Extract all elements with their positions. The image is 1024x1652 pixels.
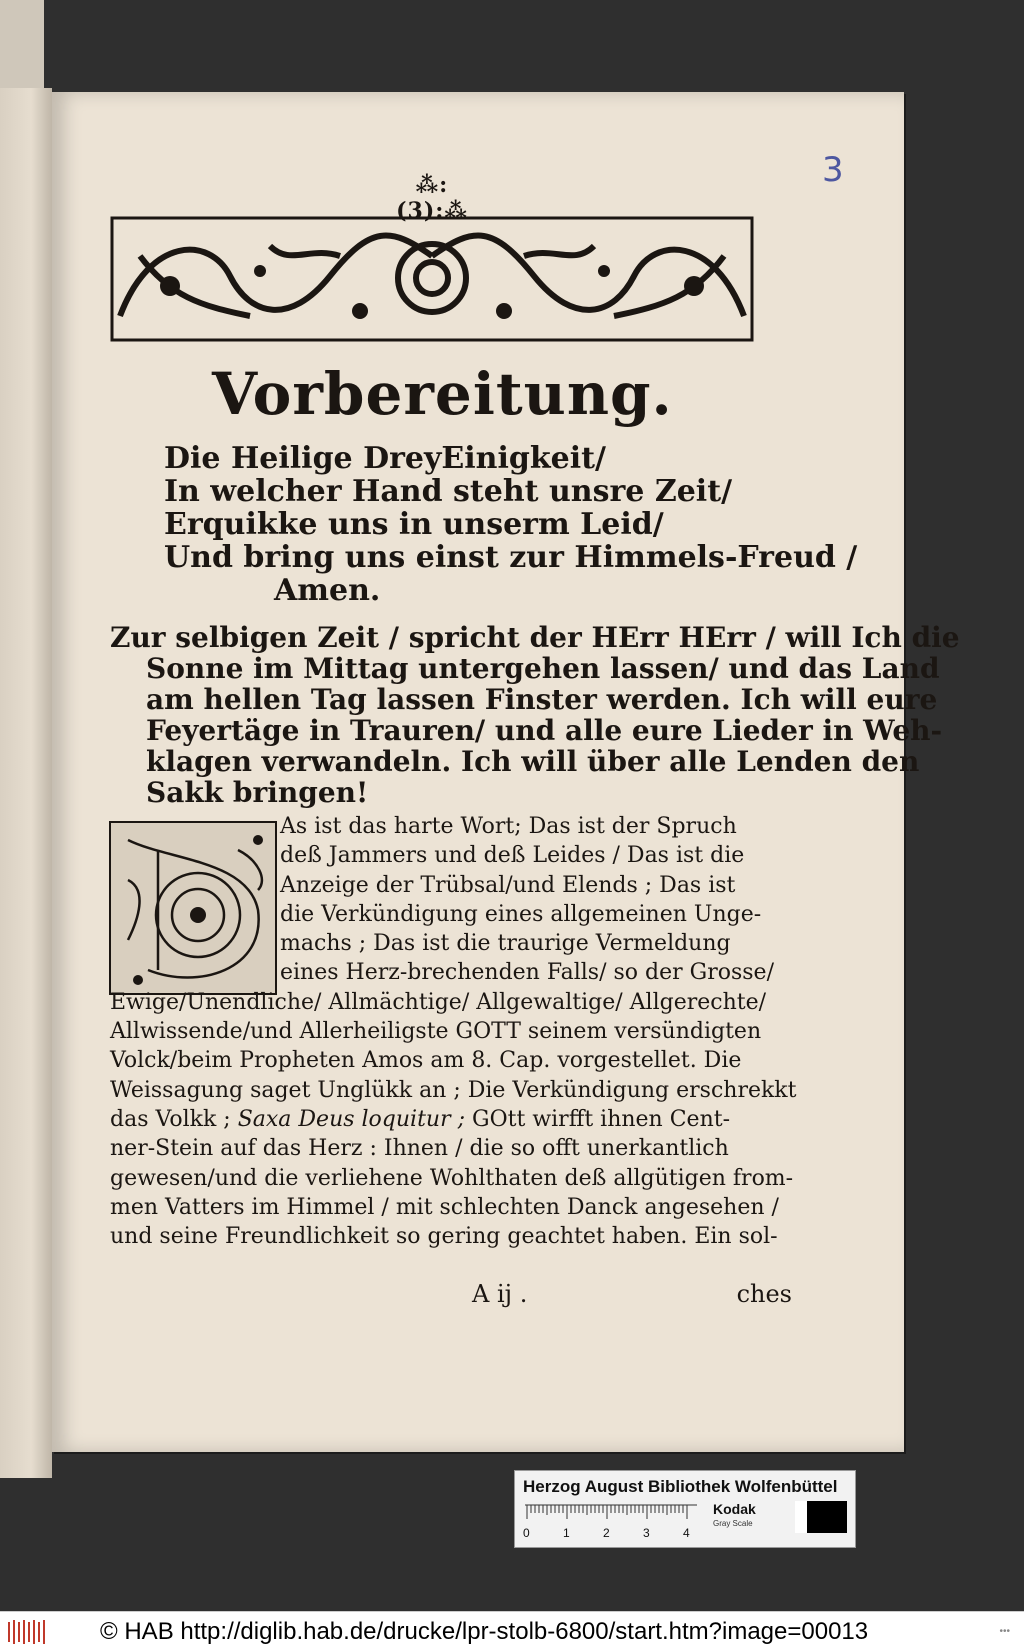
- handwritten-page-number: 3: [822, 150, 844, 190]
- ruler-tick-label: 4: [683, 1526, 690, 1540]
- text-line: ner-Stein auf das Herz : Ihnen / die so offt unerkantlich: [110, 1136, 729, 1162]
- text-line: Ewige/Unendliche/ Allmächtige/ Allgewaltige/ Allgerechte/: [110, 989, 767, 1015]
- scripture-line: Feyertäge in Trauren/ und alle eure Lieder in Weh-: [146, 714, 943, 747]
- ruler-tick-label: 3: [643, 1526, 650, 1540]
- signature-mark: A ij .: [472, 1280, 528, 1308]
- text-line: eines Herz-brechenden Falls/ so der Grosse/: [280, 960, 774, 986]
- text-fragment: das Volkk ;: [110, 1106, 231, 1132]
- latin-quote: Saxa Deus loquitur ;: [237, 1106, 466, 1132]
- viewer-footer: [0, 1611, 1024, 1652]
- running-head: ⁂:(3):⁂: [396, 172, 468, 224]
- invocation-verse: [164, 441, 858, 608]
- left-page-edge: [0, 0, 44, 92]
- catchword: ches: [736, 1280, 792, 1308]
- scripture-line: am hellen Tag lassen Finster werden. Ich will eure: [146, 683, 938, 716]
- text-line: Anzeige der Trübsal/und Elends ; Das ist: [280, 872, 736, 898]
- color-calibration-bar: [514, 1470, 856, 1548]
- scripture-line: klagen verwandeln. Ich will über alle Lenden den: [146, 745, 920, 778]
- text-line: Volck/beim Propheten Amos am 8. Cap. vorgestellet. Die: [110, 1048, 742, 1074]
- facing-page: [0, 88, 52, 1478]
- hab-logo-icon: [6, 1618, 46, 1646]
- text-line: Weissagung saget Unglükk an ; Die Verkündigung erschrekkt: [110, 1077, 797, 1103]
- library-name: Herzog August Bibliothek Wolfenbüttel: [523, 1477, 838, 1496]
- scripture-line: Sakk bringen!: [146, 776, 369, 809]
- kodak-brand: Kodak: [713, 1501, 756, 1517]
- image-source-credit[interactable]: © HAB http://diglib.hab.de/drucke/lpr-stolb-6800/start.htm?image=00013: [100, 1618, 869, 1645]
- verse-line: Die Heilige DreyEinigkeit/: [164, 441, 606, 476]
- book-page: [52, 92, 960, 1452]
- gray-scale-label: Gray Scale: [713, 1519, 753, 1528]
- verse-line: Erquikke uns in unserm Leid/: [164, 507, 664, 542]
- text-line: die Verkündigung eines allgemeinen Unge-: [280, 901, 762, 927]
- text-line: men Vatters im Himmel / mit schlechten Danck angesehen /: [110, 1194, 779, 1220]
- ornamental-headpiece: [110, 216, 754, 342]
- verse-amen: Amen.: [274, 573, 381, 608]
- ruler-tick-label: 0: [523, 1526, 530, 1540]
- text-line: gewesen/und die verliehene Wohlthaten deß allgütigen from-: [110, 1165, 794, 1191]
- verse-line: In welcher Hand steht unsre Zeit/: [164, 474, 733, 509]
- scripture-quote: [110, 621, 960, 809]
- text-line: machs ; Das ist die traurige Vermeldung: [280, 931, 731, 957]
- text-line: deß Jammers und deß Leides / Das ist die: [280, 843, 745, 869]
- text-line: und seine Freundlichkeit so gering geachtet haben. Ein sol-: [110, 1224, 778, 1250]
- scale-ruler: [521, 1501, 701, 1541]
- ruler-tick-label: 1: [563, 1526, 570, 1540]
- scripture-line: Sonne im Mittag untergehen lassen/ und das Land: [146, 652, 940, 685]
- text-line-mixed: [110, 1105, 790, 1134]
- section-heading: Vorbereitung.: [212, 360, 673, 428]
- ruler-tick-label: 2: [603, 1526, 610, 1540]
- body-paragraph: [110, 812, 797, 1251]
- text-fragment: GOtt wirfft ihnen Cent-: [472, 1106, 731, 1132]
- text-line: Allwissende/und Allerheiligste GOTT seinem versündigten: [110, 1019, 762, 1045]
- text-line: As ist das harte Wort; Das ist der Spruch: [280, 814, 737, 839]
- scripture-line: Zur selbigen Zeit / spricht der HErr HErr / will Ich die: [110, 621, 960, 654]
- gray-patch: [795, 1501, 847, 1533]
- verse-line: Und bring uns einst zur Himmels-Freud /: [164, 540, 858, 575]
- page-footer-line: [472, 1280, 792, 1310]
- more-dots: •••: [999, 1626, 1010, 1637]
